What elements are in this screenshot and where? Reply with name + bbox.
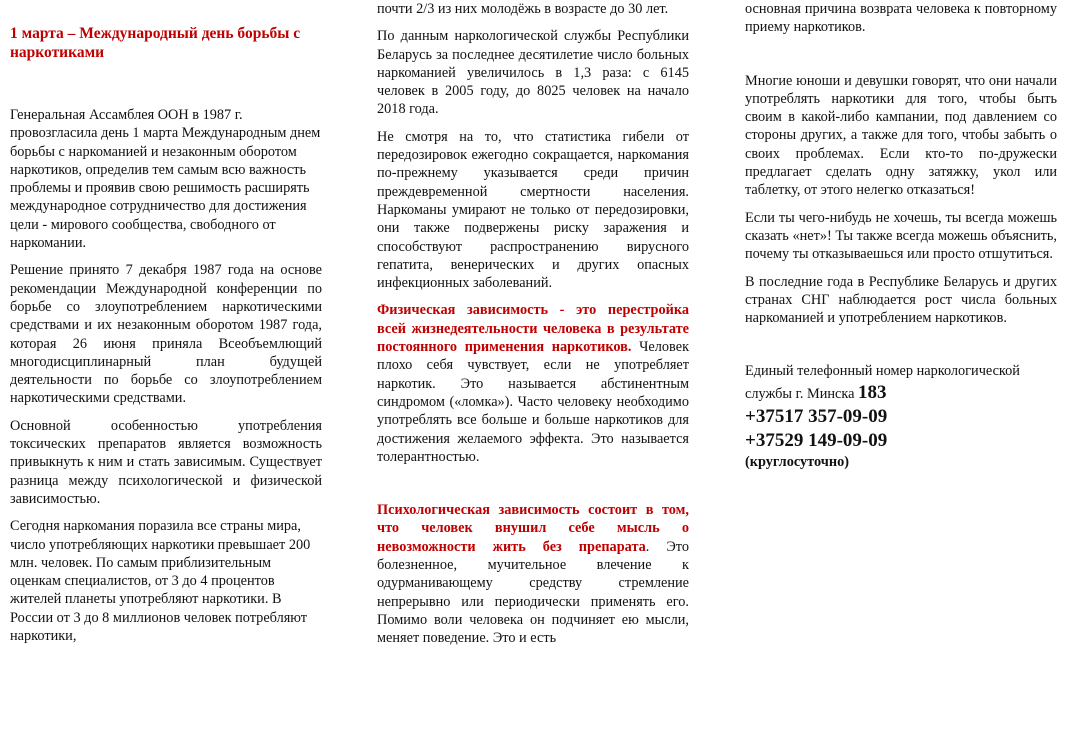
paragraph: почти 2/3 из них молодёжь в возрасте до 30 лет. (377, 1, 669, 17)
contact-block (745, 362, 1057, 471)
column-2 (377, 0, 689, 657)
paragraph: Если ты чего-нибудь не хочешь, ты всегда можешь сказать «нет»! Ты также всегда можешь объяснить, почему ты отказываешься или просто отшутиться. (745, 209, 1057, 263)
phone-number-1: +37517 357-09-09 (745, 405, 888, 427)
paragraph-text: Человек плохо себя чувствует, если не употребляет наркотик. Это называется абстинентным синдромом («ломка»). Часто человеку необходимо употреблять все больше и больше наркотиков для достижения желаемого эффекта. Это называется толерантностью. (377, 339, 690, 465)
paragraph: В последние года в Республике Беларусь и других странах СНГ наблюдается рост числа больных наркоманией и употреблением наркотиков. (745, 273, 1057, 327)
paragraph: основная причина возврата человека к повторному приему наркотиков. (745, 1, 1057, 36)
paragraph: Не смотря на то, что статистика гибели от передозировок ежегодно сокращается, наркомания по-прежнему указывается среди причин преждевременной смертности населения. Наркоманы умирают не только от передозировки, они также подвержены риску заражения и способствуют распространению вирусного гепатита, венерических и других опасных инфекционных заболеваний. (377, 128, 689, 292)
paragraph (377, 301, 689, 466)
phone-short: 183 (858, 381, 887, 403)
column-1 (10, 0, 322, 654)
paragraph (377, 501, 689, 647)
paragraph: По данным наркологической службы Республики Беларусь за последнее десятилетие число больных наркоманией увеличилось в 1,3 раза: с 6145 человек в 2005 году, до 8025 человек на начало 2018 года. (377, 28, 689, 118)
page-title: 1 марта – Международный день борьбы с наркотиками (10, 25, 301, 61)
paragraph: Сегодня наркомания поразила все страны мира, число употребляющих наркотики превышает 200 млн. человек. По самым приблизительным оценкам специалистов, от 3 до 4 процентов жителей планеты употребляют наркотики. В России от 3 до 8 миллионов человек потребляют наркотики, (10, 518, 311, 645)
phone-number-2: +37529 149-09-09 (745, 429, 888, 451)
paragraph-text: . Это болезненное, мучительное влечение к одурманивающему средству стремление непрерывно или периодически применять его. Помимо воли человека он подчиняет ею мысли, меняет поведение. Это и есть (377, 538, 690, 647)
psychological-dependence-definition: Психологическая зависимость состоит в том, что человек внушил себе мысль о невозможности жить без препарата (377, 502, 689, 555)
phone-label: Единый телефонный номер наркологической службы г. Минска 183 (745, 363, 1020, 403)
hours-note: (круглосуточно) (745, 453, 849, 470)
physical-dependence-definition: Физическая зависимость - это перестройка всей жизнедеятельности человека в результате постоянного применения наркотиков. (377, 302, 689, 356)
paragraph: Генеральная Ассамблея ООН в 1987 г. провозгласила день 1 марта Международным днем борьбы с наркоманией и незаконным оборотом наркотиков, определив тем самым всю важность проблемы и проявив свою решимость расширять международное сотрудничество для достижения цели - мирового сообщества, свободного от наркомании. (10, 107, 321, 252)
paragraph: Основной особенностью употребления токсических препаратов является возможность привыкнуть к ним и стать зависимым. Существует разница между психологической и физической зависимостью. (10, 417, 322, 507)
paragraph: Решение принято 7 декабря 1987 года на основе рекомендации Международной конференции по борьбе со злоупотреблением наркотическими средствами и их незаконным оборотом 1987 года, которая 26 июня приняла Всеобъемлющий многодисциплинарный план будущей деятельности по борьбе со злоупотреблением наркотическими средствами. (10, 262, 322, 407)
paragraph: Многие юноши и девушки говорят, что они начали употреблять наркотики для того, чтобы быть своим в какой-либо кампании, под давлением со стороны других, а также для того, чтобы забыть о своих проблемах. Если кто-то по-дружески предлагает сделать одну затяжку, укол или таблетку, от этого нелегко отказаться! (745, 72, 1057, 199)
column-3 (745, 0, 1057, 471)
